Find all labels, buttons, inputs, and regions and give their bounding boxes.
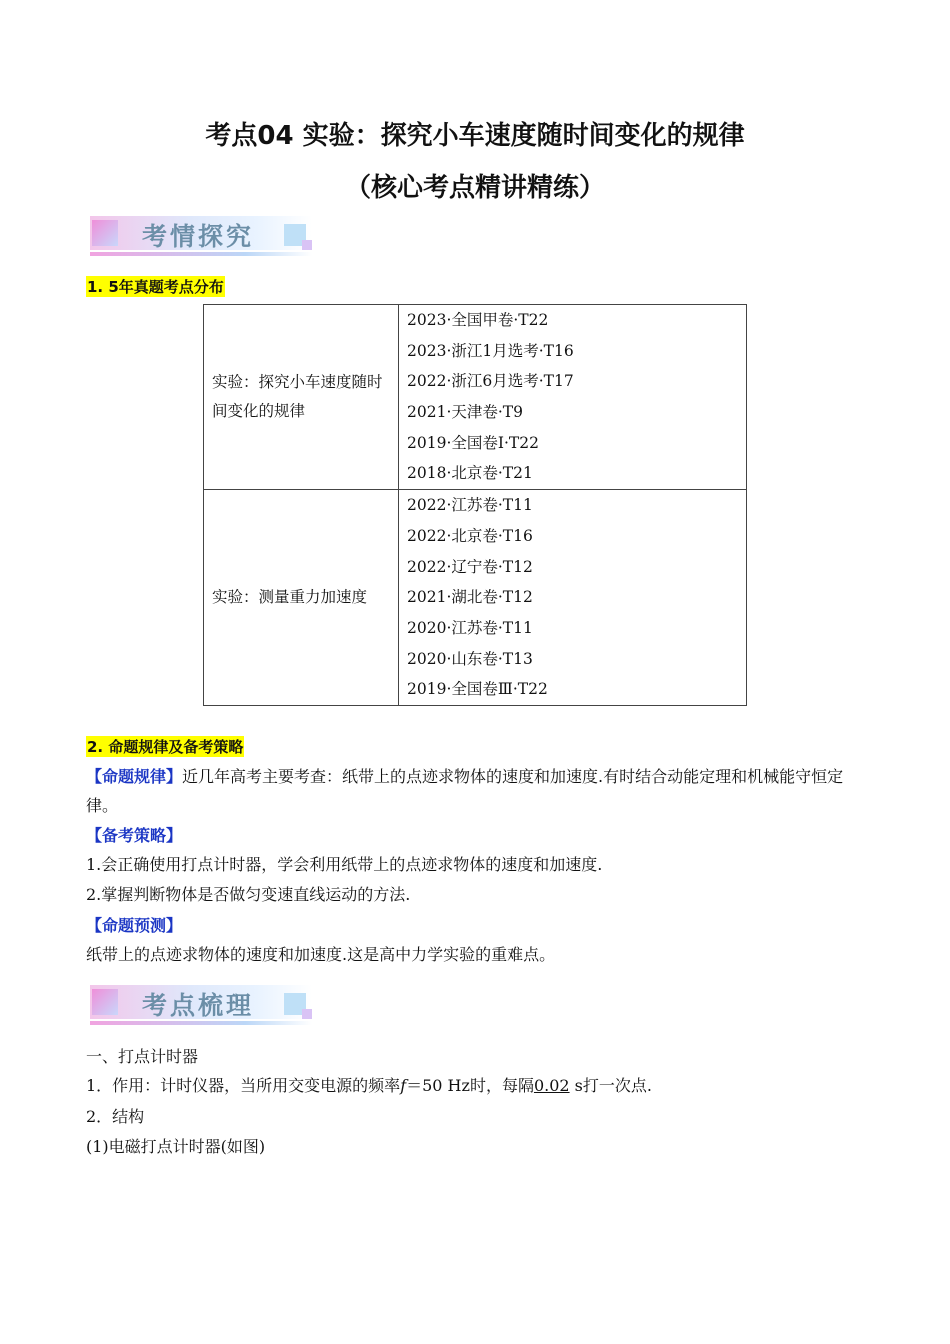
exam-item: 2021·天津卷·T9 <box>407 403 524 422</box>
decor-square-icon <box>92 220 118 246</box>
exam-distribution-table <box>203 304 747 706</box>
subsection-heading: 一、打点计时器 <box>86 1047 199 1066</box>
rule-paragraph <box>86 762 866 820</box>
strategy-label: 【备考策略】 <box>86 826 183 845</box>
exam-item: 2023·全国甲卷·T22 <box>407 311 549 329</box>
forecast-label: 【命题预测】 <box>86 916 183 935</box>
exam-item: 2022·北京卷·T16 <box>407 526 533 545</box>
exam-item: 2022·辽宁卷·T12 <box>407 557 533 576</box>
table-items-cell <box>399 305 747 490</box>
exam-item: 2020·山东卷·T13 <box>407 649 533 668</box>
frequency-variable: f <box>400 1076 407 1095</box>
electromagnetic-timer-line: (1)电磁打点计时器(如图) <box>86 1137 266 1156</box>
exam-item: 2019·全国卷Ⅲ·T22 <box>407 680 548 699</box>
exam-item: 2020·江苏卷·T11 <box>407 618 533 637</box>
table-topic-cell: 实验：探究小车速度随时间变化的规律 <box>204 305 399 490</box>
section-banner-exam-analysis <box>90 216 312 258</box>
table-row <box>204 490 747 706</box>
table-items-cell <box>399 490 747 706</box>
exam-item: 2022·浙江6月选考·T17 <box>407 372 574 391</box>
strategy-label-line <box>86 821 866 850</box>
table-topic-cell: 实验：测量重力加速度 <box>204 490 399 706</box>
decor-square-icon <box>92 989 118 1015</box>
table-row <box>204 305 747 490</box>
rule-label: 【命题规律】 <box>86 767 183 786</box>
exam-item: 2023·浙江1月选考·T16 <box>407 341 574 360</box>
structure-line: 2．结构 <box>86 1107 145 1126</box>
rule-text: 近几年高考主要考查：纸带上的点迹求物体的速度和加速度.有时结合动能定理和机械能守恒定律。 <box>86 767 844 815</box>
strategy-item-1: 1.会正确使用打点计时器，学会利用纸带上的点迹求物体的速度和加速度. <box>86 855 603 874</box>
forecast-text: 纸带上的点迹求物体的速度和加速度.这是高中力学实验的重难点。 <box>86 945 556 964</box>
exam-item: 2022·江苏卷·T11 <box>407 496 533 515</box>
strategy-item-2: 2.掌握判断物体是否做匀变速直线运动的方法. <box>86 885 411 904</box>
section-heading-distribution: 1. 5年真题考点分布 <box>87 278 224 296</box>
function-line: 1．作用：计时仪器，当所用交变电源的频率f＝50 Hz时，每隔0.02 s打一次点. <box>86 1076 652 1095</box>
forecast-label-line <box>86 911 866 940</box>
exam-item: 2019·全国卷Ⅰ·T22 <box>407 433 539 452</box>
page-title: 考点04 实验：探究小车速度随时间变化的规律 <box>205 121 745 151</box>
interval-value: 0.02 <box>533 1076 570 1095</box>
section-banner-key-points <box>90 985 312 1027</box>
banner-label: 考点梳理 <box>142 991 255 1020</box>
exam-item: 2021·湖北卷·T12 <box>407 588 533 607</box>
page-subtitle: （核心考点精讲精练） <box>344 173 605 203</box>
section-heading-strategy: 2. 命题规律及备考策略 <box>87 738 244 756</box>
banner-label: 考情探究 <box>142 222 255 251</box>
exam-item: 2018·北京卷·T21 <box>407 464 533 483</box>
